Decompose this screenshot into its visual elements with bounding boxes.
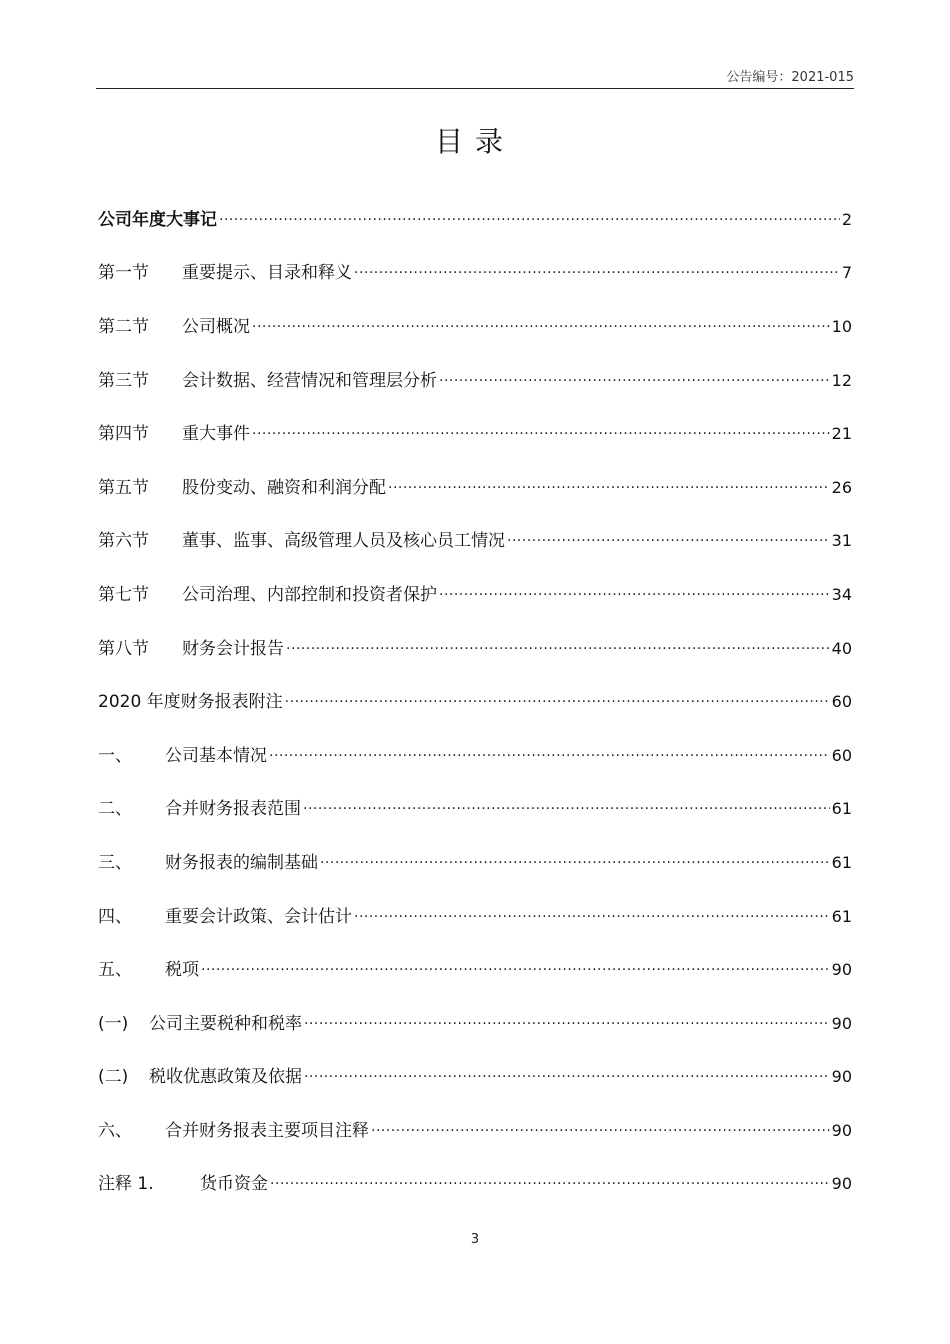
- toc-leader-dots: [219, 206, 840, 234]
- header-divider: [96, 88, 854, 89]
- toc-row-item-5[interactable]: [98, 943, 852, 997]
- toc-section: 三、: [98, 852, 132, 873]
- toc-leader-dots: [285, 688, 830, 716]
- toc-row-chapter-1[interactable]: [98, 247, 852, 301]
- toc-section: 第五节: [98, 477, 149, 498]
- toc-title: 财务报表的编制基础: [165, 852, 318, 873]
- toc-section: 二、: [98, 799, 132, 820]
- toc-row-item-1[interactable]: [98, 729, 852, 783]
- toc-page: 2: [841, 209, 852, 229]
- toc-row-annual-events[interactable]: [98, 193, 852, 247]
- toc-title: 财务会计报告: [182, 638, 284, 659]
- toc-section: 第四节: [98, 424, 149, 445]
- toc-title: 税项: [165, 960, 199, 981]
- toc-title: 重要会计政策、会计估计: [165, 906, 352, 927]
- toc-title: 公司概况: [182, 316, 250, 337]
- toc-leader-dots: [303, 795, 830, 823]
- toc-page: 90: [831, 960, 852, 980]
- toc-title: 重要提示、目录和释义: [182, 263, 352, 284]
- toc-row-chapter-3[interactable]: [98, 354, 852, 408]
- toc-section: 六、: [98, 1120, 132, 1141]
- toc-section: 第一节: [98, 263, 149, 284]
- toc-section: 注释 1.: [98, 1174, 154, 1195]
- announcement-number: 公告编号：2021-015: [726, 70, 854, 85]
- toc-leader-dots: [252, 313, 830, 341]
- toc-leader-dots: [439, 581, 830, 609]
- toc-row-chapter-2[interactable]: [98, 300, 852, 354]
- toc-section: 五、: [98, 960, 132, 981]
- toc-row-item-2[interactable]: [98, 783, 852, 837]
- toc-row-subitem-1[interactable]: [98, 997, 852, 1051]
- toc-page: 60: [831, 692, 852, 712]
- toc-title: 会计数据、经营情况和管理层分析: [182, 370, 437, 391]
- toc-section: (一): [98, 1013, 129, 1034]
- toc-leader-dots: [371, 1117, 830, 1145]
- toc-section: 一、: [98, 745, 132, 766]
- toc-leader-dots: [269, 742, 830, 770]
- toc-section: 第六节: [98, 531, 149, 552]
- toc-title: 合并财务报表范围: [165, 799, 301, 820]
- toc-page: 10: [831, 316, 852, 336]
- toc-row-item-3[interactable]: [98, 836, 852, 890]
- toc-page: 90: [831, 1120, 852, 1140]
- toc-title: 公司主要税种和税率: [149, 1013, 302, 1034]
- toc-section: 第三节: [98, 370, 149, 391]
- toc-row-chapter-6[interactable]: [98, 515, 852, 569]
- toc-leader-dots: [304, 1010, 830, 1038]
- toc-title: 合并财务报表主要项目注释: [165, 1120, 369, 1141]
- toc-leader-dots: [270, 1170, 830, 1198]
- page-title: 目录: [434, 125, 515, 158]
- toc-page: 61: [831, 799, 852, 819]
- toc-title: 税收优惠政策及依据: [149, 1067, 302, 1088]
- toc-page: 90: [831, 1013, 852, 1033]
- toc-title: 2020 年度财务报表附注: [98, 692, 283, 713]
- toc-row-item-6[interactable]: [98, 1104, 852, 1158]
- table-of-contents: [98, 193, 852, 1211]
- toc-leader-dots: [286, 635, 830, 663]
- toc-leader-dots: [388, 474, 830, 502]
- toc-leader-dots: [439, 367, 830, 395]
- toc-leader-dots: [320, 849, 830, 877]
- toc-leader-dots: [304, 1063, 830, 1091]
- toc-page: 21: [831, 424, 852, 444]
- toc-page: 40: [831, 638, 852, 658]
- toc-section: (二): [98, 1067, 129, 1088]
- toc-section: 第七节: [98, 584, 149, 605]
- toc-page: 34: [831, 584, 852, 604]
- toc-row-chapter-7[interactable]: [98, 568, 852, 622]
- toc-page: 90: [831, 1067, 852, 1087]
- toc-leader-dots: [201, 956, 830, 984]
- toc-title: 重大事件: [182, 424, 250, 445]
- toc-section: 四、: [98, 906, 132, 927]
- toc-page: 26: [831, 477, 852, 497]
- toc-page: 12: [831, 370, 852, 390]
- toc-title: 货币资金: [200, 1174, 268, 1195]
- toc-page: 31: [831, 531, 852, 551]
- toc-leader-dots: [354, 259, 840, 287]
- toc-leader-dots: [354, 903, 830, 931]
- toc-row-chapter-4[interactable]: [98, 407, 852, 461]
- toc-title: 董事、监事、高级管理人员及核心员工情况: [182, 531, 505, 552]
- toc-title: 公司基本情况: [165, 745, 267, 766]
- toc-row-chapter-5[interactable]: [98, 461, 852, 515]
- toc-leader-dots: [252, 420, 830, 448]
- toc-row-chapter-8[interactable]: [98, 622, 852, 676]
- toc-section: 第八节: [98, 638, 149, 659]
- toc-section: 第二节: [98, 316, 149, 337]
- toc-row-notes-2020[interactable]: [98, 675, 852, 729]
- toc-page: 90: [831, 1174, 852, 1194]
- toc-leader-dots: [507, 527, 830, 555]
- toc-title: 公司治理、内部控制和投资者保护: [182, 584, 437, 605]
- toc-row-note-1[interactable]: [98, 1158, 852, 1212]
- toc-page: 7: [841, 263, 852, 283]
- toc-row-item-4[interactable]: [98, 890, 852, 944]
- page-number: 3: [470, 1232, 480, 1247]
- toc-title: 公司年度大事记: [98, 209, 217, 230]
- toc-title: 股份变动、融资和利润分配: [182, 477, 386, 498]
- toc-row-subitem-2[interactable]: [98, 1051, 852, 1105]
- toc-page: 60: [831, 745, 852, 765]
- toc-page: 61: [831, 852, 852, 872]
- toc-page: 61: [831, 906, 852, 926]
